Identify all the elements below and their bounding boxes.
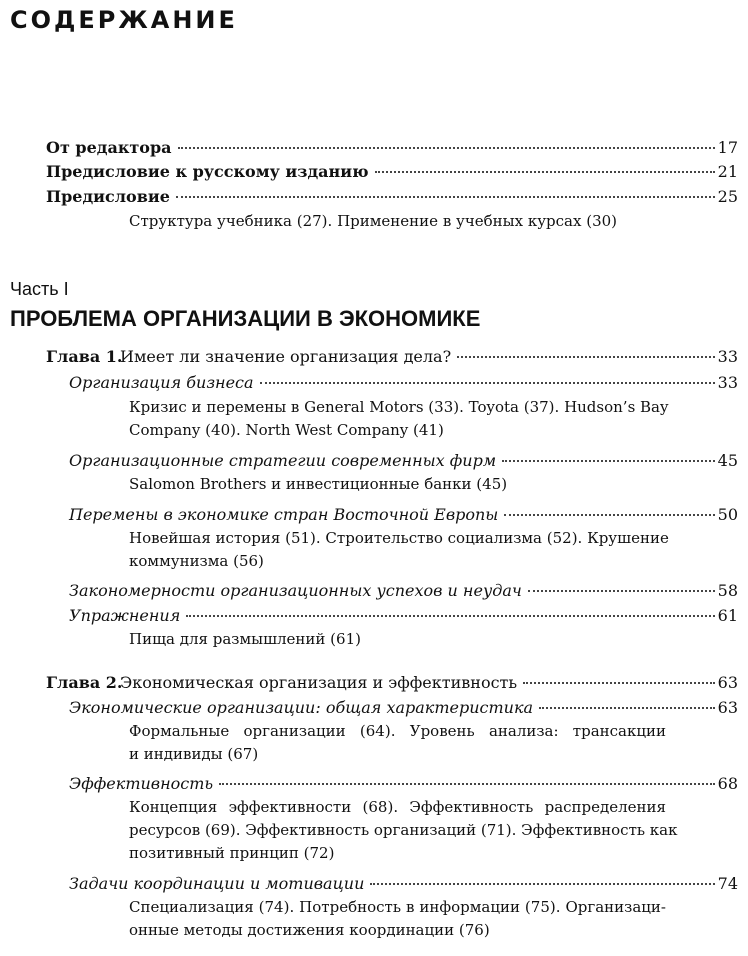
subtopic-line: и индивиды (67) bbox=[129, 745, 259, 763]
toc-entry-preface[interactable] bbox=[46, 186, 738, 208]
page-number: 45 bbox=[717, 451, 738, 470]
page-number: 50 bbox=[717, 505, 738, 524]
leader-dots bbox=[178, 146, 715, 149]
leader-dots bbox=[186, 614, 714, 617]
page-number: 61 bbox=[717, 606, 738, 625]
toc-entry-from-editor[interactable] bbox=[46, 137, 738, 159]
subtopic-line: ресурсов (69). Эффективность организаций (71). Эффективность как bbox=[129, 821, 678, 839]
toc-subtopics bbox=[129, 527, 669, 573]
page-number: 63 bbox=[717, 698, 738, 717]
leader-dots bbox=[375, 170, 715, 173]
section-title: Экономические организации: общая характеристика bbox=[69, 698, 534, 717]
part-label: Часть I bbox=[10, 279, 69, 299]
chapter-title: Экономическая организация и эффективность bbox=[120, 673, 518, 692]
toc-subtopics bbox=[129, 210, 666, 233]
toc-entry-title: Предисловие bbox=[46, 187, 170, 206]
subtopic-line: Структура учебника (27). Применение в учебных курсах (30) bbox=[129, 212, 618, 230]
section-title: Организация бизнеса bbox=[69, 373, 254, 392]
page-number: 58 bbox=[717, 581, 738, 600]
subtopic-line: онные методы достижения координации (76) bbox=[129, 921, 490, 939]
toc-section-patterns[interactable] bbox=[69, 580, 738, 602]
page-number: 68 bbox=[717, 774, 738, 793]
leader-dots bbox=[260, 381, 715, 384]
toc-section-strategies[interactable] bbox=[69, 450, 738, 472]
toc-subtopics bbox=[129, 628, 666, 651]
toc-section-efficiency[interactable] bbox=[69, 773, 738, 795]
leader-dots bbox=[502, 459, 715, 462]
chapter-label: Глава 2. bbox=[46, 673, 123, 692]
leader-dots bbox=[523, 681, 715, 684]
subtopic-line: Концепция эффективности (68). Эффективность распределения bbox=[129, 798, 666, 816]
chapter-label: Глава 1. bbox=[46, 347, 123, 366]
toc-subtopics bbox=[129, 796, 678, 865]
chapter-title: Имеет ли значение организация дела? bbox=[120, 347, 452, 366]
toc-section-coordination[interactable] bbox=[69, 873, 738, 895]
toc-chapter-2[interactable] bbox=[46, 672, 738, 694]
toc-section-exercises[interactable] bbox=[69, 605, 738, 627]
toc-subtopics bbox=[129, 473, 666, 496]
subtopic-line: коммунизма (56) bbox=[129, 552, 264, 570]
toc-section-economic-organizations[interactable] bbox=[69, 697, 738, 719]
section-title: Перемены в экономике стран Восточной Европы bbox=[69, 505, 499, 524]
section-title: Закономерности организационных успехов и неудач bbox=[69, 581, 522, 600]
toc-section-business-organization[interactable] bbox=[69, 372, 738, 394]
toc-subtopics bbox=[129, 896, 666, 942]
page-number: 25 bbox=[717, 187, 738, 206]
section-title: Организационные стратегии современных фирм bbox=[69, 451, 497, 470]
page-number: 33 bbox=[717, 347, 738, 366]
leader-dots bbox=[370, 882, 714, 885]
page-number: 21 bbox=[717, 162, 738, 181]
toc-entry-title: Предисловие к русскому изданию bbox=[46, 162, 369, 181]
subtopic-line: Специализация (74). Потребность в информации (75). Организаци- bbox=[129, 898, 666, 916]
contents-heading: СОДЕРЖАНИЕ bbox=[10, 6, 238, 34]
page-number: 17 bbox=[717, 138, 738, 157]
subtopic-line: Пища для размышлений (61) bbox=[129, 630, 361, 648]
part-title: ПРОБЛЕМА ОРГАНИЗАЦИИ В ЭКОНОМИКЕ bbox=[10, 306, 481, 331]
subtopic-line: Формальные организации (64). Уровень анализа: трансакции bbox=[129, 722, 666, 740]
page-number: 33 bbox=[717, 373, 738, 392]
toc-subtopics bbox=[129, 720, 666, 766]
subtopic-line: Company (40). North West Company (41) bbox=[129, 421, 444, 439]
section-title: Упражнения bbox=[69, 606, 181, 625]
leader-dots bbox=[528, 589, 715, 592]
section-title: Задачи координации и мотивации bbox=[69, 874, 365, 893]
toc-entry-russian-preface[interactable] bbox=[46, 161, 738, 183]
section-title: Эффективность bbox=[69, 774, 214, 793]
page-number: 63 bbox=[717, 673, 738, 692]
leader-dots bbox=[457, 355, 714, 358]
leader-dots bbox=[176, 195, 715, 198]
toc-section-eastern-europe[interactable] bbox=[69, 504, 738, 526]
subtopic-line: позитивный принцип (72) bbox=[129, 844, 335, 862]
toc-chapter-1[interactable] bbox=[46, 346, 738, 368]
page-number: 74 bbox=[717, 874, 738, 893]
subtopic-line: Salomon Brothers и инвестиционные банки (45) bbox=[129, 475, 508, 493]
subtopic-line: Новейшая история (51). Строительство социализма (52). Крушение bbox=[129, 529, 669, 547]
toc-entry-title: От редактора bbox=[46, 138, 172, 157]
leader-dots bbox=[539, 706, 715, 709]
toc-subtopics bbox=[129, 396, 669, 442]
subtopic-line: Кризис и перемены в General Motors (33). Toyota (37). Hudson’s Bay bbox=[129, 398, 669, 416]
leader-dots bbox=[219, 782, 715, 785]
leader-dots bbox=[504, 513, 714, 516]
